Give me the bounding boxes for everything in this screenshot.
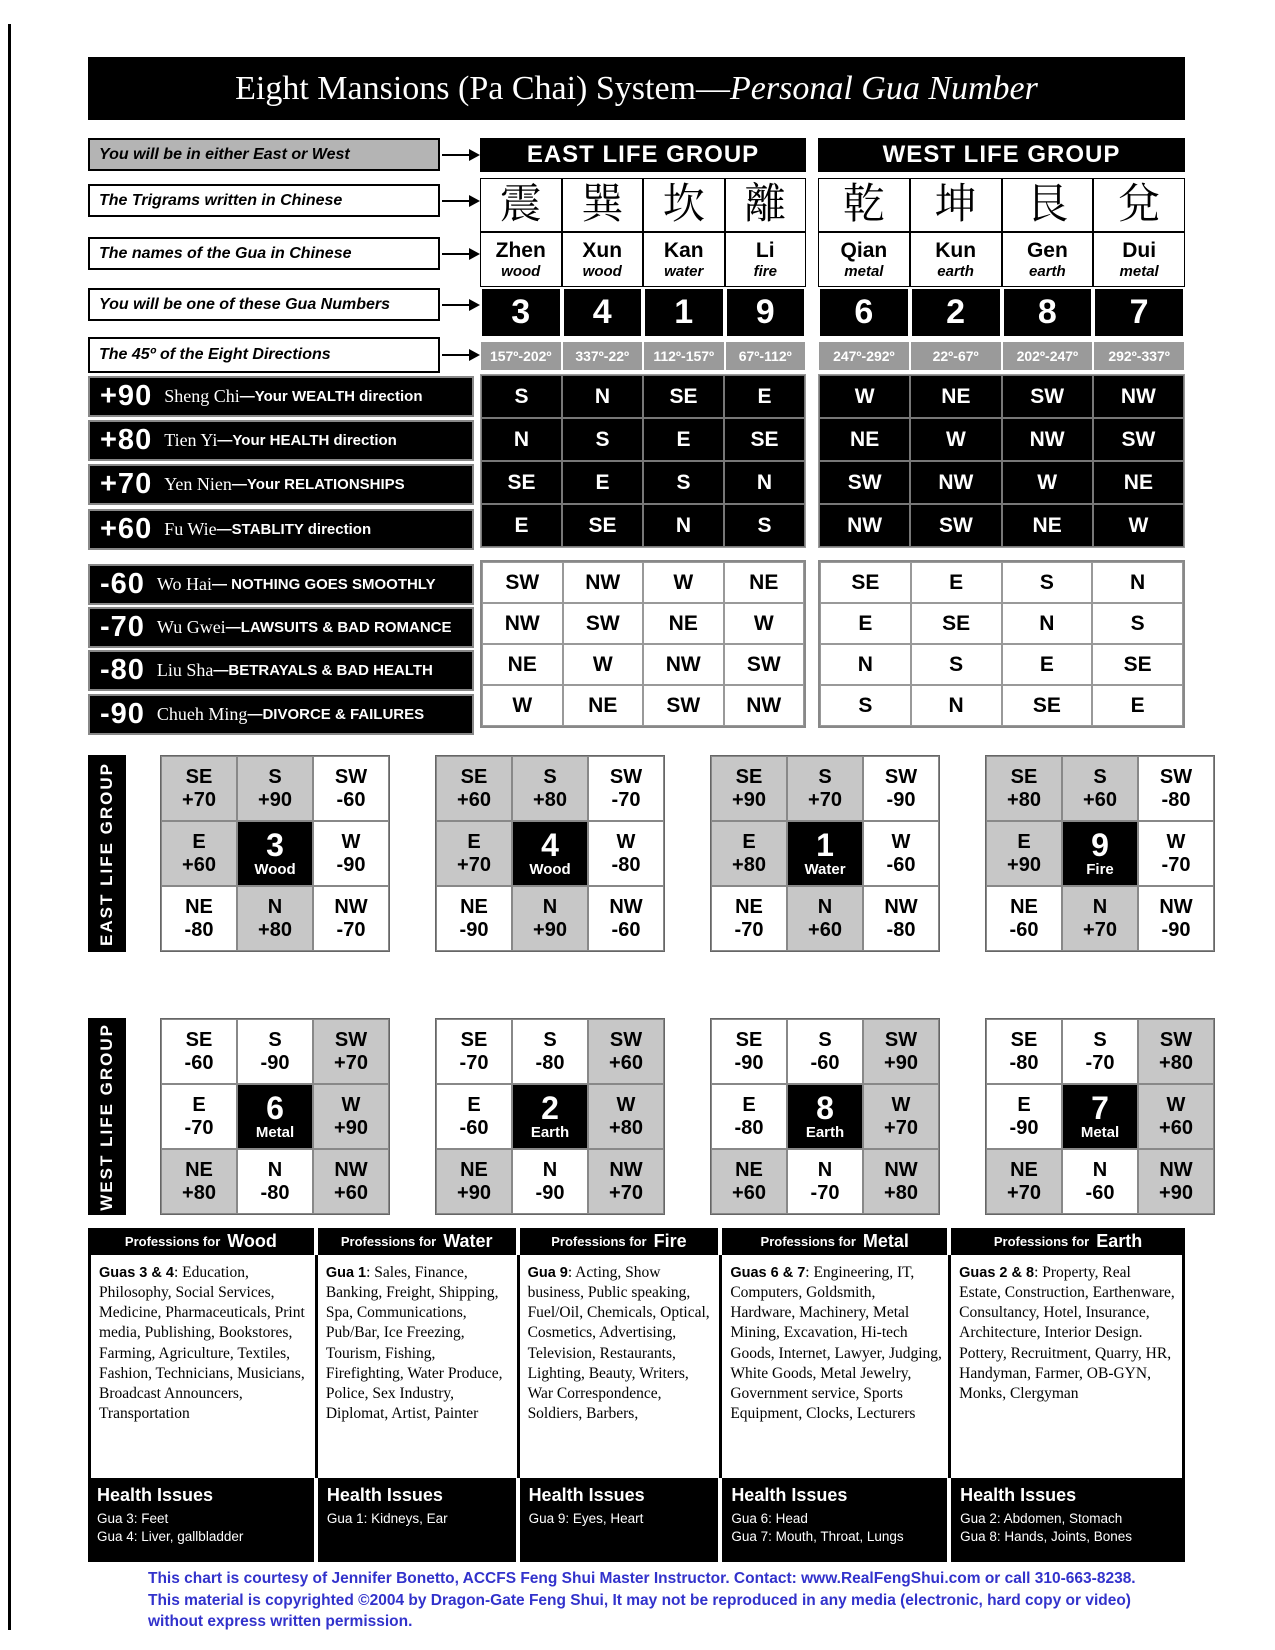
row-label-minus-90 xyxy=(88,694,474,735)
title-italic: Personal Gua Number xyxy=(730,69,1038,107)
grid-cell-SW: SW +60 xyxy=(588,1019,664,1084)
gua-number-8: 8 xyxy=(1002,287,1094,338)
trigram-char-kan: 坎 xyxy=(643,178,725,232)
direction-cell: SE xyxy=(820,562,911,603)
direction-cell: SE xyxy=(562,504,643,547)
grid-cell-NE: NE -70 xyxy=(711,886,787,951)
direction-cell: S xyxy=(820,685,911,726)
grid-cell-E: E -80 xyxy=(711,1084,787,1149)
direction-cell: NE xyxy=(1002,504,1093,547)
row-label-plus-70 xyxy=(88,464,474,505)
gua-name-qian: Qian metal xyxy=(818,232,910,287)
grid-center-gua-1: 1 Water xyxy=(787,821,863,886)
score: +70 xyxy=(100,468,153,500)
annotation-label: The Trigrams written in Chinese xyxy=(99,191,343,209)
pinyin-name: Chueh Ming xyxy=(156,704,248,724)
grid-cell-SE: SE -60 xyxy=(161,1019,237,1084)
annotation-box xyxy=(88,184,440,217)
negative-direction-row xyxy=(482,644,804,685)
direction-cell: E xyxy=(1092,685,1183,726)
grid-cell-NE: NE +70 xyxy=(986,1149,1062,1214)
profession-header: Professions for Water xyxy=(318,1228,516,1255)
row-label-plus-90 xyxy=(88,376,474,417)
gua-name-li: Li fire xyxy=(725,232,807,287)
positive-directions-block xyxy=(818,374,1185,548)
annotation-trigrams xyxy=(88,184,478,217)
direction-cell: SW xyxy=(1002,375,1093,418)
grid-cell-S: S -70 xyxy=(1062,1019,1138,1084)
direction-cell: E xyxy=(724,375,805,418)
pinyin-name: Wo Hai xyxy=(156,574,212,594)
grid-cell-NE: NE -90 xyxy=(436,886,512,951)
grid-cell-SW: SW -80 xyxy=(1138,756,1214,821)
grid-center-gua-3: 3 Wood xyxy=(237,821,313,886)
west-life-group-table xyxy=(818,138,1185,728)
direction-cell: NW xyxy=(910,461,1001,504)
grid-cell-W: W +60 xyxy=(1138,1084,1214,1149)
trigram-row xyxy=(818,178,1185,232)
grid-cell-W: W -90 xyxy=(313,821,389,886)
annotation-label: You will be in either East or West xyxy=(99,145,350,163)
direction-cell: SW xyxy=(563,603,644,644)
direction-cell: NE xyxy=(563,685,644,726)
east-gua-grids xyxy=(160,755,1193,952)
annotation-box xyxy=(88,288,440,321)
grid-cell-W: W +90 xyxy=(313,1084,389,1149)
direction-cell: NE xyxy=(910,375,1001,418)
gua-number-9: 9 xyxy=(725,287,807,338)
direction-cell: N xyxy=(1002,603,1093,644)
direction-cell: SE xyxy=(724,418,805,461)
trigram-char-qian: 乾 xyxy=(818,178,910,232)
grid-cell-SE: SE -70 xyxy=(436,1019,512,1084)
gua-name-dui: Dui metal xyxy=(1093,232,1185,287)
grid-cell-N: N -60 xyxy=(1062,1149,1138,1214)
positive-direction-row xyxy=(819,418,1184,461)
degrees-range-2: 22º-67º xyxy=(910,341,1002,371)
direction-cell: SW xyxy=(643,685,724,726)
annotation-box xyxy=(88,237,440,270)
health-issues: Health Issues Gua 9: Eyes, Heart xyxy=(520,1478,719,1562)
profession-column-earth xyxy=(951,1228,1185,1562)
grid-cell-S: S -60 xyxy=(787,1019,863,1084)
gua-name-gen: Gen earth xyxy=(1002,232,1094,287)
direction-cell: N xyxy=(481,418,562,461)
row-description: — NOTHING GOES SMOOTHLY xyxy=(211,576,436,593)
profession-text: Gua 1: Sales, Finance, Banking, Freight, Shipping, Spa, Communications, Pub/Bar, Ice Freezing, Tourism, Fishing, Firefighting, Water Produce, Police, Sex Industry, Diplomat, Artist, Painter xyxy=(318,1255,520,1478)
grid-cell-NE: NE +90 xyxy=(436,1149,512,1214)
direction-cell: S xyxy=(481,375,562,418)
direction-cell: E xyxy=(911,562,1002,603)
profession-header: Professions for Wood xyxy=(88,1228,314,1255)
direction-cell: SE xyxy=(481,461,562,504)
gua-name-kan: Kan water xyxy=(643,232,725,287)
direction-cell: N xyxy=(911,685,1002,726)
row-description: —Your WEALTH direction xyxy=(239,388,423,405)
grid-cell-SE: SE +60 xyxy=(436,756,512,821)
score: +90 xyxy=(100,380,153,412)
direction-cell: E xyxy=(562,461,643,504)
direction-cell: SW xyxy=(482,562,563,603)
direction-cell: NW xyxy=(724,685,805,726)
direction-cell: NW xyxy=(1093,375,1184,418)
gua-grid-4 xyxy=(435,755,665,952)
arrow-right-icon xyxy=(442,354,478,356)
profession-column-wood xyxy=(88,1228,318,1562)
direction-cell: N xyxy=(820,644,911,685)
grid-center-gua-8: 8 Earth xyxy=(787,1084,863,1149)
grid-center-gua-4: 4 Wood xyxy=(512,821,588,886)
row-description: —BETRAYALS & BAD HEALTH xyxy=(213,662,433,679)
grid-cell-SW: SW -90 xyxy=(863,756,939,821)
row-label-minus-70 xyxy=(88,607,474,648)
negative-direction-row xyxy=(820,644,1183,685)
left-margin-rule xyxy=(8,24,11,1630)
profession-text: Guas 2 & 8: Property, Real Estate, Construction, Earthenware, Consultancy, Hotel, Insurance, Architecture, Interior Design. Pottery, Recruitment, Quarry, HR, Handyman, Farmer, OB-GYN, Monks, Clergyman xyxy=(951,1255,1185,1478)
grid-cell-SW: SW -60 xyxy=(313,756,389,821)
score: -60 xyxy=(100,568,145,600)
profession-header: Professions for Earth xyxy=(951,1228,1185,1255)
annotation-box xyxy=(88,337,440,373)
footer-line-1: This chart is courtesy of Jennifer Bonetto, ACCFS Feng Shui Master Instructor. Contact: www.RealFengShui.com or call 310-663-8238. xyxy=(148,1570,1136,1587)
row-label-minus-60 xyxy=(88,564,474,605)
grid-cell-N: N +70 xyxy=(1062,886,1138,951)
positive-direction-row xyxy=(481,375,805,418)
direction-cell: S xyxy=(562,418,643,461)
degrees-row xyxy=(480,341,806,371)
trigram-char-gen: 艮 xyxy=(1002,178,1094,232)
profession-header: Professions for Fire xyxy=(520,1228,719,1255)
grid-cell-W: W +70 xyxy=(863,1084,939,1149)
grid-cell-E: E +90 xyxy=(986,821,1062,886)
annotation-east-or-west xyxy=(88,138,478,171)
trigram-char-kun: 坤 xyxy=(910,178,1002,232)
direction-cell: E xyxy=(820,603,911,644)
row-description: —DIVORCE & FAILURES xyxy=(247,706,425,723)
grid-cell-S: S +90 xyxy=(237,756,313,821)
degrees-row xyxy=(818,341,1185,371)
health-issues: Health Issues Gua 2: Abdomen, Stomach Gua 8: Hands, Joints, Bones xyxy=(951,1478,1185,1562)
grid-cell-S: S +60 xyxy=(1062,756,1138,821)
score: +80 xyxy=(100,424,153,456)
grid-cell-N: N +90 xyxy=(512,886,588,951)
direction-cell: N xyxy=(643,504,724,547)
gua-number-1: 1 xyxy=(643,287,725,338)
positive-direction-row xyxy=(819,504,1184,547)
grid-cell-SE: SE +90 xyxy=(711,756,787,821)
grid-cell-W: W +80 xyxy=(588,1084,664,1149)
grid-center-gua-7: 7 Metal xyxy=(1062,1084,1138,1149)
direction-cell: S xyxy=(643,461,724,504)
direction-cell: NW xyxy=(819,504,910,547)
degrees-range-3: 157º-202º xyxy=(480,341,562,371)
grid-cell-N: N +60 xyxy=(787,886,863,951)
negative-directions-block xyxy=(480,560,806,728)
positive-directions-block xyxy=(480,374,806,548)
negative-direction-row xyxy=(482,603,804,644)
annotation-gua-names xyxy=(88,237,478,270)
annotation-gua-numbers xyxy=(88,288,478,321)
direction-cell: NW xyxy=(1002,418,1093,461)
arrow-right-icon xyxy=(442,304,478,306)
health-issues: Health Issues Gua 6: Head Gua 7: Mouth, Throat, Lungs xyxy=(722,1478,947,1562)
gua-number-row xyxy=(818,287,1185,338)
direction-cell: NW xyxy=(482,603,563,644)
pinyin-name: Fu Wie xyxy=(164,519,217,539)
gua-name-xun: Xun wood xyxy=(562,232,644,287)
direction-cell: SW xyxy=(724,644,805,685)
direction-cell: W xyxy=(643,562,724,603)
rail-label: WEST LIFE GROUP xyxy=(97,1022,116,1211)
grid-cell-SW: SW -70 xyxy=(588,756,664,821)
profession-column-water xyxy=(318,1228,520,1562)
degrees-range-9: 67º-112º xyxy=(725,341,807,371)
direction-cell: W xyxy=(482,685,563,726)
grid-cell-NE: NE -80 xyxy=(161,886,237,951)
profession-column-metal xyxy=(722,1228,951,1562)
pinyin-name: Wu Gwei xyxy=(156,617,226,637)
trigram-char-xun: 巽 xyxy=(562,178,644,232)
direction-cell: NE xyxy=(643,603,724,644)
direction-cell: SE xyxy=(1002,685,1093,726)
trigram-row xyxy=(480,178,806,232)
grid-cell-S: S -90 xyxy=(237,1019,313,1084)
arrow-right-icon xyxy=(442,154,478,156)
grid-cell-N: N -70 xyxy=(787,1149,863,1214)
gua-number-3: 3 xyxy=(480,287,562,338)
grid-cell-SE: SE -90 xyxy=(711,1019,787,1084)
gua-number-2: 2 xyxy=(910,287,1002,338)
footer-copyright xyxy=(148,1568,1188,1633)
grid-cell-E: E +60 xyxy=(161,821,237,886)
west-life-group-rail xyxy=(88,1018,126,1215)
east-life-group-rail xyxy=(88,755,126,952)
annotation-degrees xyxy=(88,337,478,373)
gua-number-6: 6 xyxy=(818,287,910,338)
grid-cell-SE: SE +70 xyxy=(161,756,237,821)
grid-cell-S: S +70 xyxy=(787,756,863,821)
direction-cell: SW xyxy=(910,504,1001,547)
grid-cell-SE: SE +80 xyxy=(986,756,1062,821)
gua-grid-9 xyxy=(985,755,1215,952)
gua-grid-8 xyxy=(710,1018,940,1215)
positive-direction-row xyxy=(819,461,1184,504)
direction-cell: S xyxy=(1092,603,1183,644)
degrees-range-7: 292º-337º xyxy=(1093,341,1185,371)
pinyin-name: Sheng Chi xyxy=(164,386,240,406)
grid-cell-N: N -80 xyxy=(237,1149,313,1214)
row-label-minus-80 xyxy=(88,650,474,691)
direction-cell: NE xyxy=(1093,461,1184,504)
west-life-group-header: WEST LIFE GROUP xyxy=(818,138,1185,172)
grid-cell-NW: NW -90 xyxy=(1138,886,1214,951)
grid-cell-NW: NW +70 xyxy=(588,1149,664,1214)
gua-name-zhen: Zhen wood xyxy=(480,232,562,287)
direction-cell: N xyxy=(724,461,805,504)
direction-cell: W xyxy=(1002,461,1093,504)
health-issues: Health Issues Gua 3: Feet Gua 4: Liver, gallbladder xyxy=(88,1478,314,1562)
gua-number-row xyxy=(480,287,806,338)
grid-cell-NW: NW -60 xyxy=(588,886,664,951)
title-regular: Eight Mansions (Pa Chai) System— xyxy=(235,69,730,107)
west-gua-grids xyxy=(160,1018,1193,1215)
trigram-char-zhen: 震 xyxy=(480,178,562,232)
gua-name-row xyxy=(480,232,806,287)
annotation-label: The 45º of the Eight Directions xyxy=(99,346,331,363)
negative-directions-block xyxy=(818,560,1185,728)
positive-direction-row xyxy=(481,461,805,504)
gua-number-7: 7 xyxy=(1093,287,1185,338)
direction-cell: NW xyxy=(643,644,724,685)
direction-cell: S xyxy=(724,504,805,547)
row-description: —LAWSUITS & BAD ROMANCE xyxy=(225,619,452,636)
grid-cell-E: E -60 xyxy=(436,1084,512,1149)
positive-direction-row xyxy=(819,375,1184,418)
gua-grid-2 xyxy=(435,1018,665,1215)
negative-direction-row xyxy=(820,685,1183,726)
gua-grid-1 xyxy=(710,755,940,952)
grid-cell-E: E -70 xyxy=(161,1084,237,1149)
direction-cell: E xyxy=(1002,644,1093,685)
health-issues: Health Issues Gua 1: Kidneys, Ear xyxy=(318,1478,516,1562)
grid-cell-NE: NE -60 xyxy=(986,886,1062,951)
gua-grid-3 xyxy=(160,755,390,952)
grid-cell-SE: SE -80 xyxy=(986,1019,1062,1084)
score: -70 xyxy=(100,611,145,643)
row-description: —Your HEALTH direction xyxy=(217,432,397,449)
degrees-range-1: 112º-157º xyxy=(643,341,725,371)
profession-text: Gua 9: Acting, Show business, Public speaking, Fuel/Oil, Chemicals, Optical, Cosmetics, Advertising, Television, Restaurants, Lighting, Beauty, Writers, War Correspondence, Soldiers, Barbers, xyxy=(520,1255,723,1478)
grid-cell-E: E -90 xyxy=(986,1084,1062,1149)
annotation-box xyxy=(88,138,440,171)
pinyin-name: Yen Nien xyxy=(164,474,232,494)
direction-cell: W xyxy=(724,603,805,644)
grid-cell-N: N -90 xyxy=(512,1149,588,1214)
trigram-char-dui: 兌 xyxy=(1093,178,1185,232)
grid-center-gua-2: 2 Earth xyxy=(512,1084,588,1149)
direction-cell: NE xyxy=(482,644,563,685)
profession-header: Professions for Metal xyxy=(722,1228,947,1255)
annotation-label: The names of the Gua in Chinese xyxy=(99,244,352,262)
direction-cell: E xyxy=(481,504,562,547)
negative-direction-row xyxy=(482,562,804,603)
annotation-label: You will be one of these Gua Numbers xyxy=(99,295,391,313)
grid-cell-E: E +80 xyxy=(711,821,787,886)
profession-text: Guas 3 & 4: Education, Philosophy, Social Services, Medicine, Pharmaceuticals, Print media, Publishing, Bookstores, Farming, Agriculture, Textiles, Fashion, Technicians, Musicians, Broadcast Announcers, Transportation xyxy=(88,1255,318,1478)
grid-cell-NE: NE +80 xyxy=(161,1149,237,1214)
grid-cell-SW: SW +80 xyxy=(1138,1019,1214,1084)
direction-cell: NE xyxy=(819,418,910,461)
direction-cell: NE xyxy=(724,562,805,603)
row-label-plus-80 xyxy=(88,420,474,461)
negative-direction-row xyxy=(820,562,1183,603)
positive-direction-row xyxy=(481,504,805,547)
negative-direction-row xyxy=(482,685,804,726)
row-description: —STABLITY direction xyxy=(216,521,372,538)
score: -80 xyxy=(100,654,145,686)
arrow-right-icon xyxy=(442,200,478,202)
row-label-plus-60 xyxy=(88,509,474,550)
direction-cell: W xyxy=(910,418,1001,461)
direction-cell: W xyxy=(819,375,910,418)
score: -90 xyxy=(100,698,145,730)
direction-cell: N xyxy=(562,375,643,418)
degrees-range-6: 247º-292º xyxy=(818,341,910,371)
trigram-char-li: 離 xyxy=(725,178,807,232)
direction-cell: S xyxy=(911,644,1002,685)
row-description: —Your RELATIONSHIPS xyxy=(231,476,405,493)
gua-number-4: 4 xyxy=(562,287,644,338)
grid-cell-NE: NE +60 xyxy=(711,1149,787,1214)
grid-cell-N: N +80 xyxy=(237,886,313,951)
direction-cell: W xyxy=(1093,504,1184,547)
direction-cell: S xyxy=(1002,562,1093,603)
profession-column-fire xyxy=(520,1228,723,1562)
direction-cell: SW xyxy=(819,461,910,504)
grid-cell-S: S +80 xyxy=(512,756,588,821)
grid-center-gua-9: 9 Fire xyxy=(1062,821,1138,886)
degrees-range-4: 337º-22º xyxy=(562,341,644,371)
rail-label: EAST LIFE GROUP xyxy=(97,761,116,946)
arrow-right-icon xyxy=(442,253,478,255)
positive-direction-row xyxy=(481,418,805,461)
profession-text: Guas 6 & 7: Engineering, IT, Computers, Goldsmith, Hardware, Machinery, Metal Mining, Excavation, Hi-tech Goods, Internet, Lawyer, Judging, White Goods, Metal Jewelry, Government service, Sports Equipment, Clocks, Lecturers xyxy=(722,1255,951,1478)
east-life-group-table xyxy=(480,138,806,728)
negative-direction-row xyxy=(820,603,1183,644)
gua-grid-6 xyxy=(160,1018,390,1215)
grid-cell-NW: NW -80 xyxy=(863,886,939,951)
footer-line-2: This material is copyrighted ©2004 by Dragon-Gate Feng Shui, It may not be reproduced in any media (electronic, hard copy or video) without express written permission. xyxy=(148,1591,1131,1631)
grid-cell-W: W -60 xyxy=(863,821,939,886)
gua-name-kun: Kun earth xyxy=(910,232,1002,287)
grid-cell-NW: NW +80 xyxy=(863,1149,939,1214)
grid-cell-W: W -80 xyxy=(588,821,664,886)
page-title xyxy=(88,57,1185,120)
grid-cell-S: S -80 xyxy=(512,1019,588,1084)
degrees-range-8: 202º-247º xyxy=(1002,341,1094,371)
pinyin-name: Tien Yi xyxy=(164,430,218,450)
grid-cell-SW: SW +90 xyxy=(863,1019,939,1084)
score: +60 xyxy=(100,513,153,545)
pinyin-name: Liu Sha xyxy=(156,660,214,680)
direction-cell: SE xyxy=(1092,644,1183,685)
grid-cell-NW: NW +60 xyxy=(313,1149,389,1214)
east-life-group-header: EAST LIFE GROUP xyxy=(480,138,806,172)
gua-name-row xyxy=(818,232,1185,287)
grid-cell-W: W -70 xyxy=(1138,821,1214,886)
gua-grid-7 xyxy=(985,1018,1215,1215)
grid-center-gua-6: 6 Metal xyxy=(237,1084,313,1149)
direction-cell: SE xyxy=(643,375,724,418)
grid-cell-NW: NW +90 xyxy=(1138,1149,1214,1214)
direction-cell: E xyxy=(643,418,724,461)
direction-cell: NW xyxy=(563,562,644,603)
grid-cell-E: E +70 xyxy=(436,821,512,886)
grid-cell-NW: NW -70 xyxy=(313,886,389,951)
direction-cell: N xyxy=(1092,562,1183,603)
direction-cell: W xyxy=(563,644,644,685)
direction-cell: SE xyxy=(911,603,1002,644)
grid-cell-SW: SW +70 xyxy=(313,1019,389,1084)
direction-cell: SW xyxy=(1093,418,1184,461)
professions-section xyxy=(88,1228,1185,1562)
